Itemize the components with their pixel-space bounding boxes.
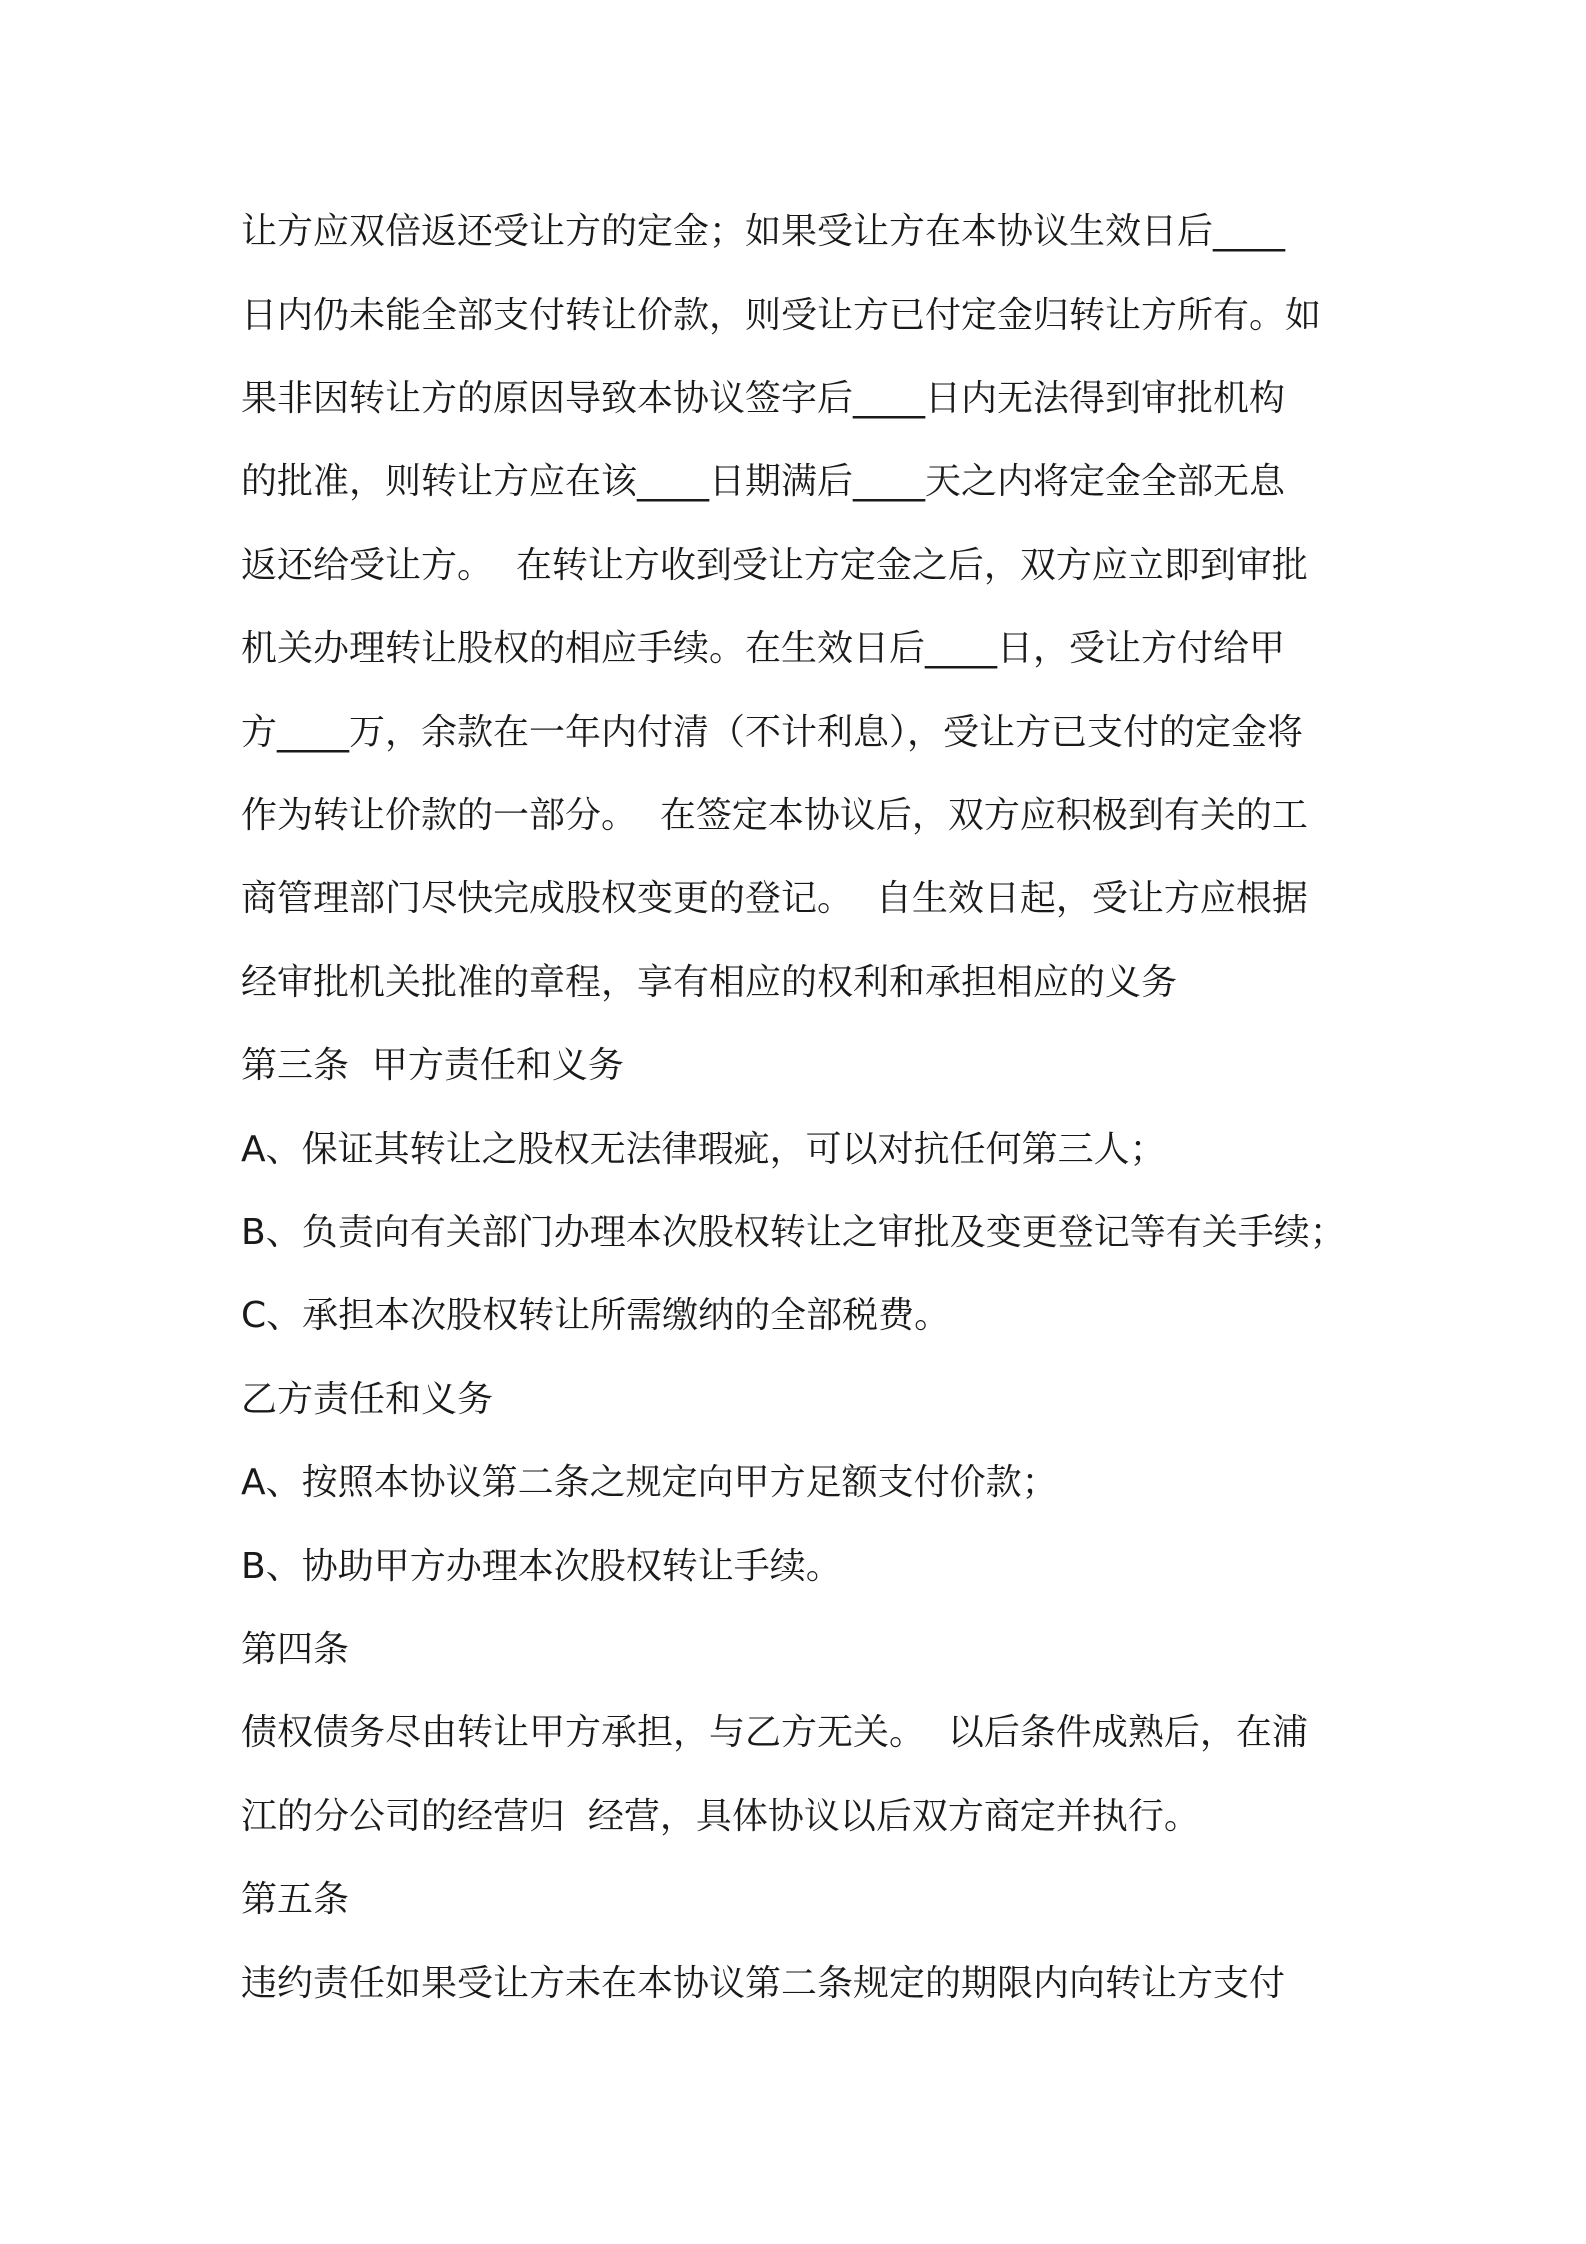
section-heading: 第五条 xyxy=(241,1879,350,1920)
section-heading: 第四条 xyxy=(241,1629,350,1670)
section-heading: 第三条 甲方责任和义务 xyxy=(241,1045,624,1086)
list-item: B、负责向有关部门办理本次股权转让之审批及变更登记等有关手续； xyxy=(241,1212,1346,1253)
body-text-line: 日内仍未能全部支付转让价款，则受让方已付定金归转让方所有。如 xyxy=(241,295,1322,336)
body-text-line: 机关办理转让股权的相应手续。在生效日后____日，受让方付给甲 xyxy=(241,628,1286,669)
list-item: A、保证其转让之股权无法律瑕疵，可以对抗任何第三人； xyxy=(241,1129,1166,1170)
body-text-line: 让方应双倍返还受让方的定金；如果受让方在本协议生效日后____ xyxy=(241,211,1286,252)
body-text-line: 商管理部门尽快完成股权变更的登记。 自生效日起，受让方应根据 xyxy=(241,878,1308,919)
body-text-line: 作为转让价款的一部分。 在签定本协议后，双方应积极到有关的工 xyxy=(241,795,1308,836)
body-text-line: 的批准，则转让方应在该____日期满后____天之内将定金全部无息 xyxy=(241,461,1286,502)
body-text-line: 经审批机关批准的章程，享有相应的权利和承担相应的义务 xyxy=(241,962,1178,1003)
list-item: B、协助甲方办理本次股权转让手续。 xyxy=(241,1546,842,1587)
body-text-line: 江的分公司的经营归 经营，具体协议以后双方商定并执行。 xyxy=(241,1796,1200,1837)
list-item: A、按照本协议第二条之规定向甲方足额支付价款； xyxy=(241,1462,1058,1503)
body-text-line: 方____万，余款在一年内付清（不计利息），受让方已支付的定金将 xyxy=(241,712,1304,753)
list-item: C、承担本次股权转让所需缴纳的全部税费。 xyxy=(241,1295,951,1336)
section-heading: 乙方责任和义务 xyxy=(241,1379,494,1420)
body-text-line: 违约责任如果受让方未在本协议第二条规定的期限内向转让方支付 xyxy=(241,1963,1286,2004)
body-text-line: 返还给受让方。 在转让方收到受让方定金之后，双方应立即到审批 xyxy=(241,545,1308,586)
body-text-line: 果非因转让方的原因导致本协议签字后____日内无法得到审批机构 xyxy=(241,378,1286,419)
body-text-line: 债权债务尽由转让甲方承担，与乙方无关。 以后条件成熟后，在浦 xyxy=(241,1712,1308,1753)
